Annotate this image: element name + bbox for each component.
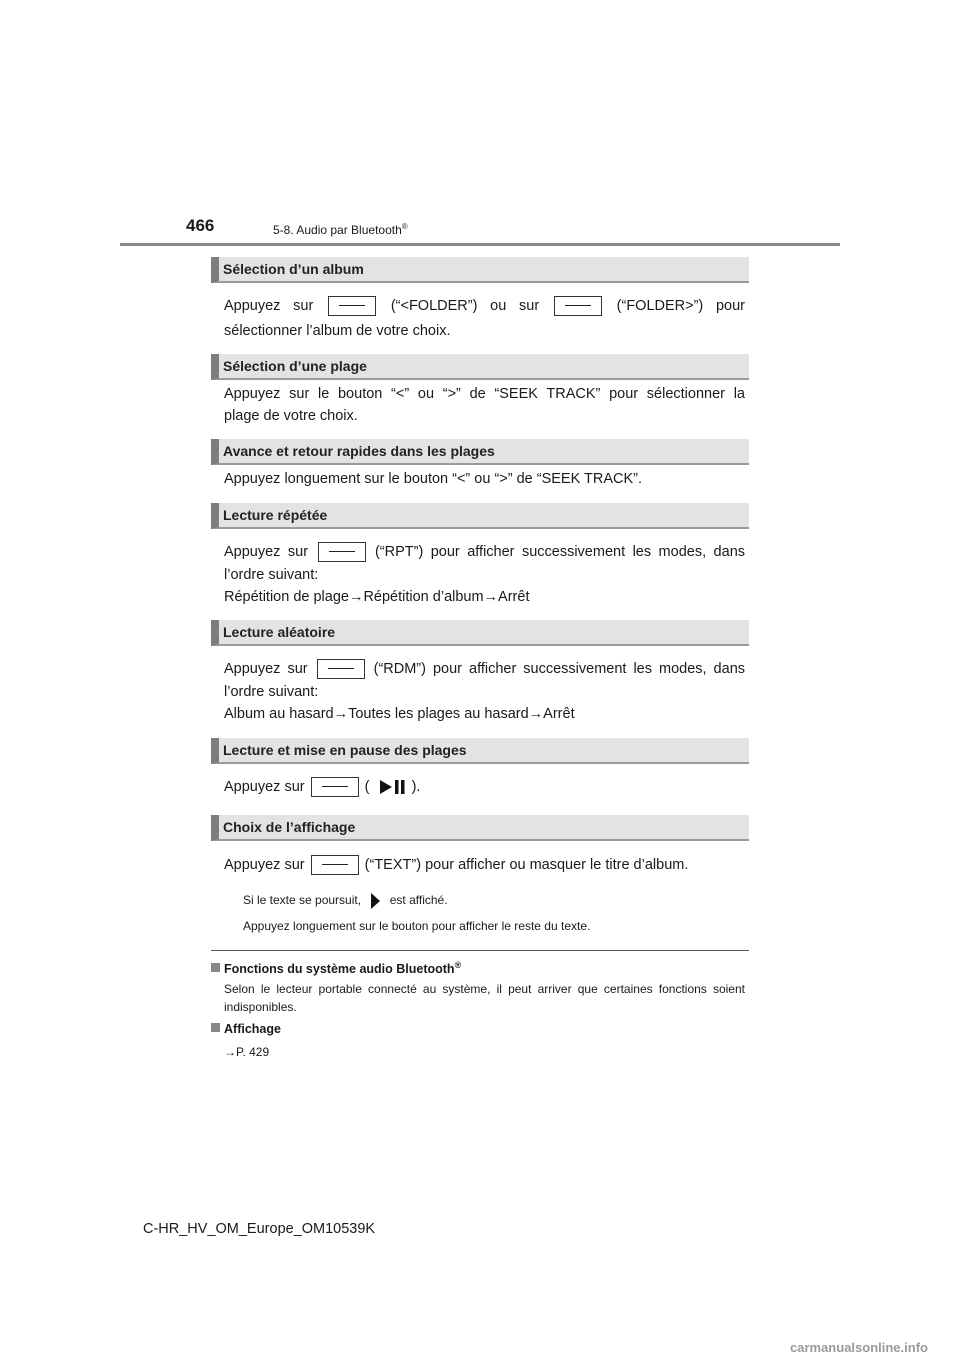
heading-playpause [211,738,749,764]
button-placeholder [317,659,365,679]
para-random-line1 [224,658,745,681]
para-album-line1 [224,295,745,318]
square-bullet-icon [211,963,220,972]
text: (“<FOLDER”) ou sur [390,298,540,314]
text: Appuyez sur [224,857,305,873]
text: (“RPT”) pour afficher successivement les modes, dans [374,544,746,560]
heading-text: Sélection d’un album [223,261,364,277]
text: (“RDM”) pour afficher successivement les modes, dans [373,661,746,677]
heading-text: Lecture aléatoire [223,624,336,640]
section-path-text: 5-8. Audio par Bluetooth [273,223,402,237]
button-placeholder [554,296,602,316]
heading-random [211,620,749,646]
heading-text: Lecture et mise en pause des plages [223,742,467,758]
note-body-display: →P. 429 [224,1045,270,1059]
text: (“FOLDER>”) pour [616,298,746,314]
heading-text: Avance et retour rapides dans les plages [223,443,495,459]
page-number: 466 [186,216,215,235]
square-bullet-icon [211,1023,220,1032]
heading-seek [211,439,749,465]
heading-repeat [211,503,749,529]
heading-display [211,815,749,841]
note-heading-bluetooth [211,960,461,976]
text: Appuyez sur [224,544,309,560]
para-seek: Appuyez longuement sur le bouton “<” ou “>” de “SEEK TRACK”. [224,471,643,487]
section-path [273,222,408,237]
text: Fonctions du système audio Bluetooth [224,962,455,977]
text: Affichage [224,1022,281,1036]
para-random-line2: l’ordre suivant: [224,684,319,700]
header-rule [120,243,840,246]
text: ). [411,779,421,795]
play-pause-icon [374,778,408,796]
text: Appuyez sur [224,779,305,795]
heading-text: Choix de l’affichage [223,819,356,835]
arrow-right-icon [364,891,386,911]
heading-text: Lecture répétée [223,507,328,523]
registered-mark: ® [454,960,462,970]
text: est affiché. [389,893,448,908]
button-placeholder [318,542,366,562]
para-display [224,854,745,877]
button-placeholder [328,296,376,316]
para-album-line2: sélectionner l’album de votre choix. [224,323,451,339]
watermark: carmanualsonline.info [790,1340,928,1355]
para-repeat-line1 [224,541,745,564]
text: Appuyez sur [224,661,308,677]
text: Si le texte se poursuit, [243,893,362,908]
button-placeholder [311,777,359,797]
heading-album [211,257,749,283]
button-placeholder [311,855,359,875]
registered-mark: ® [401,222,408,231]
text: Appuyez sur [224,298,314,314]
display-note-2: Appuyez longuement sur le bouton pour afficher le reste du texte. [243,919,591,933]
text: ( [364,779,370,795]
heading-text: Sélection d’une plage [223,358,367,374]
display-note-1 [243,891,448,911]
para-playpause [224,776,745,799]
heading-track [211,354,749,380]
footer-code: C-HR_HV_OM_Europe_OM10539K [143,1221,376,1237]
para-repeat-line3: Répétition de plage→Répétition d’album→Arrêt [224,589,530,605]
para-track-line2: plage de votre choix. [224,408,358,424]
note-heading-display [211,1022,281,1036]
notes-divider [211,950,749,951]
text: (“TEXT”) pour afficher ou masquer le titre d’album. [364,857,689,873]
para-repeat-line2: l’ordre suivant: [224,567,319,583]
note-body-bluetooth: Selon le lecteur portable connecté au système, il peut arriver que certaines fonctions soient indisponibles. [224,982,745,1014]
para-track-line1: Appuyez sur le bouton “<” ou “>” de “SEEK TRACK” pour sélectionner la [224,386,745,402]
para-random-line3: Album au hasard→Toutes les plages au hasard→Arrêt [224,706,575,722]
